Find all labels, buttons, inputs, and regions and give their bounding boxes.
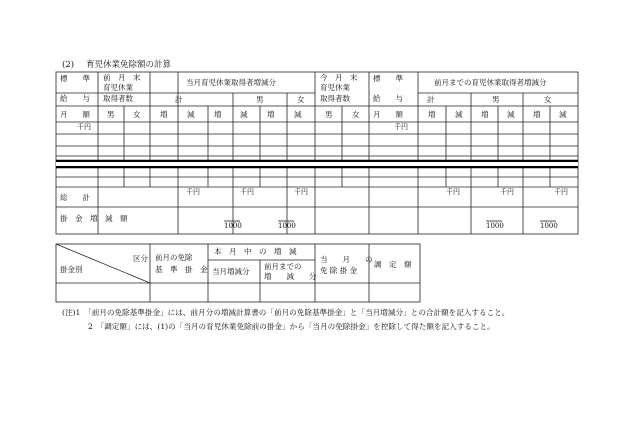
label-inc-total-2: 増 <box>428 110 436 119</box>
header-cur-month-1: 今 月 末 <box>320 73 358 82</box>
row-grand-total: 総 計 <box>60 193 90 202</box>
header-female: 女 <box>297 95 305 104</box>
denominator-2: 1000 <box>278 222 296 230</box>
label-female-cur: 女 <box>352 110 360 119</box>
label-monthly-amount: 月 額 <box>60 110 90 119</box>
label-monthly-amount-2: 月 額 <box>373 110 403 119</box>
header-total-2: 計 <box>427 95 435 104</box>
table2-premium-kind: 掛金別 <box>60 265 83 274</box>
label-dec-male: 減 <box>240 110 248 119</box>
note-1: (注)1 「前月の免除基準掛金」には、前月分の増減計算書の「前月の免除基準掛金」と「当月増減分」との合計額を記入すること。 <box>62 308 510 317</box>
table2-prev-exempt-1: 前月の免除 <box>155 253 193 262</box>
label-dec-male-2: 減 <box>507 110 515 119</box>
unit-total-2: 千円 <box>240 188 254 196</box>
section-number: (2) <box>62 60 75 70</box>
unit-total-4: 千円 <box>446 188 460 196</box>
label-male-prev: 男 <box>107 110 115 119</box>
label-dec-female: 減 <box>294 110 302 119</box>
denominator-3: 1000 <box>486 222 504 230</box>
table2-this-month-inc: 当月増減分 <box>212 267 250 276</box>
header-male: 男 <box>256 95 264 104</box>
label-female-prev: 女 <box>133 110 141 119</box>
unit-thousand-yen-2: 千円 <box>394 123 408 131</box>
notes <box>62 306 509 334</box>
table2-until-prev-1: 前月までの <box>264 262 302 271</box>
label-dec-total: 減 <box>187 110 195 119</box>
denominator-1: 1000 <box>224 222 242 230</box>
section-title-text: 育児休業免除額の計算 <box>86 60 172 70</box>
header-total: 計 <box>175 95 183 104</box>
header-standard-2: 給 与 <box>60 94 90 103</box>
unit-total-5: 千円 <box>500 188 514 196</box>
label-inc-female-2: 増 <box>533 110 541 119</box>
table2-prev-exempt-2: 基 準 掛 金 <box>155 265 208 274</box>
denominator-4: 1000 <box>540 222 558 230</box>
label-inc-male-2: 増 <box>481 110 489 119</box>
unit-total-3: 千円 <box>294 188 308 196</box>
label-inc-total: 増 <box>160 110 168 119</box>
header-prev-month-2: 育児休業 <box>103 83 133 92</box>
row-premium-change: 掛 金 増 減 額 <box>60 214 128 223</box>
label-inc-female: 増 <box>267 110 275 119</box>
header-cur-month-2: 育児休業 <box>320 83 350 92</box>
table2-this-month-exempt-2: 免 除 掛 金 <box>320 266 358 275</box>
unit-total-6: 千円 <box>554 188 568 196</box>
table2-category: 区分 <box>133 254 148 263</box>
table2-this-month-change: 本 月 中 の 増 減 <box>214 247 297 256</box>
header-male-2: 男 <box>492 95 500 104</box>
header-prev-month-1: 前 月 末 <box>103 73 141 82</box>
label-dec-total-2: 減 <box>455 110 463 119</box>
header-prev-month-3: 取得者数 <box>103 94 133 103</box>
unit-total-1: 千円 <box>186 188 200 196</box>
header-female-2: 女 <box>544 95 552 104</box>
note-2: 2 「調定額」には、(1)の「当月の育児休業免除前の掛金」から「当月の免除掛金」を控除して得た額を記入すること。 <box>88 322 495 331</box>
label-dec-female-2: 減 <box>559 110 567 119</box>
header-standard-1: 標 準 <box>60 74 90 83</box>
header-standard2-1: 標 準 <box>373 74 403 83</box>
unit-thousand-yen-1: 千円 <box>77 123 91 131</box>
header-cumulative: 前月までの育児休業取得者増減分 <box>434 78 547 87</box>
table2-adjusted: 調 定 額 <box>374 260 412 269</box>
header-standard2-2: 給 与 <box>373 94 403 103</box>
header-month-change: 当月育児休業取得者増減分 <box>186 78 276 87</box>
header-cur-month-3: 取得者数 <box>320 94 350 103</box>
label-inc-male: 増 <box>214 110 222 119</box>
label-male-cur: 男 <box>325 110 333 119</box>
table2-this-month-exempt-1: 当 月 の <box>320 255 373 264</box>
table2-until-prev-2: 増 減 分 <box>264 272 317 281</box>
